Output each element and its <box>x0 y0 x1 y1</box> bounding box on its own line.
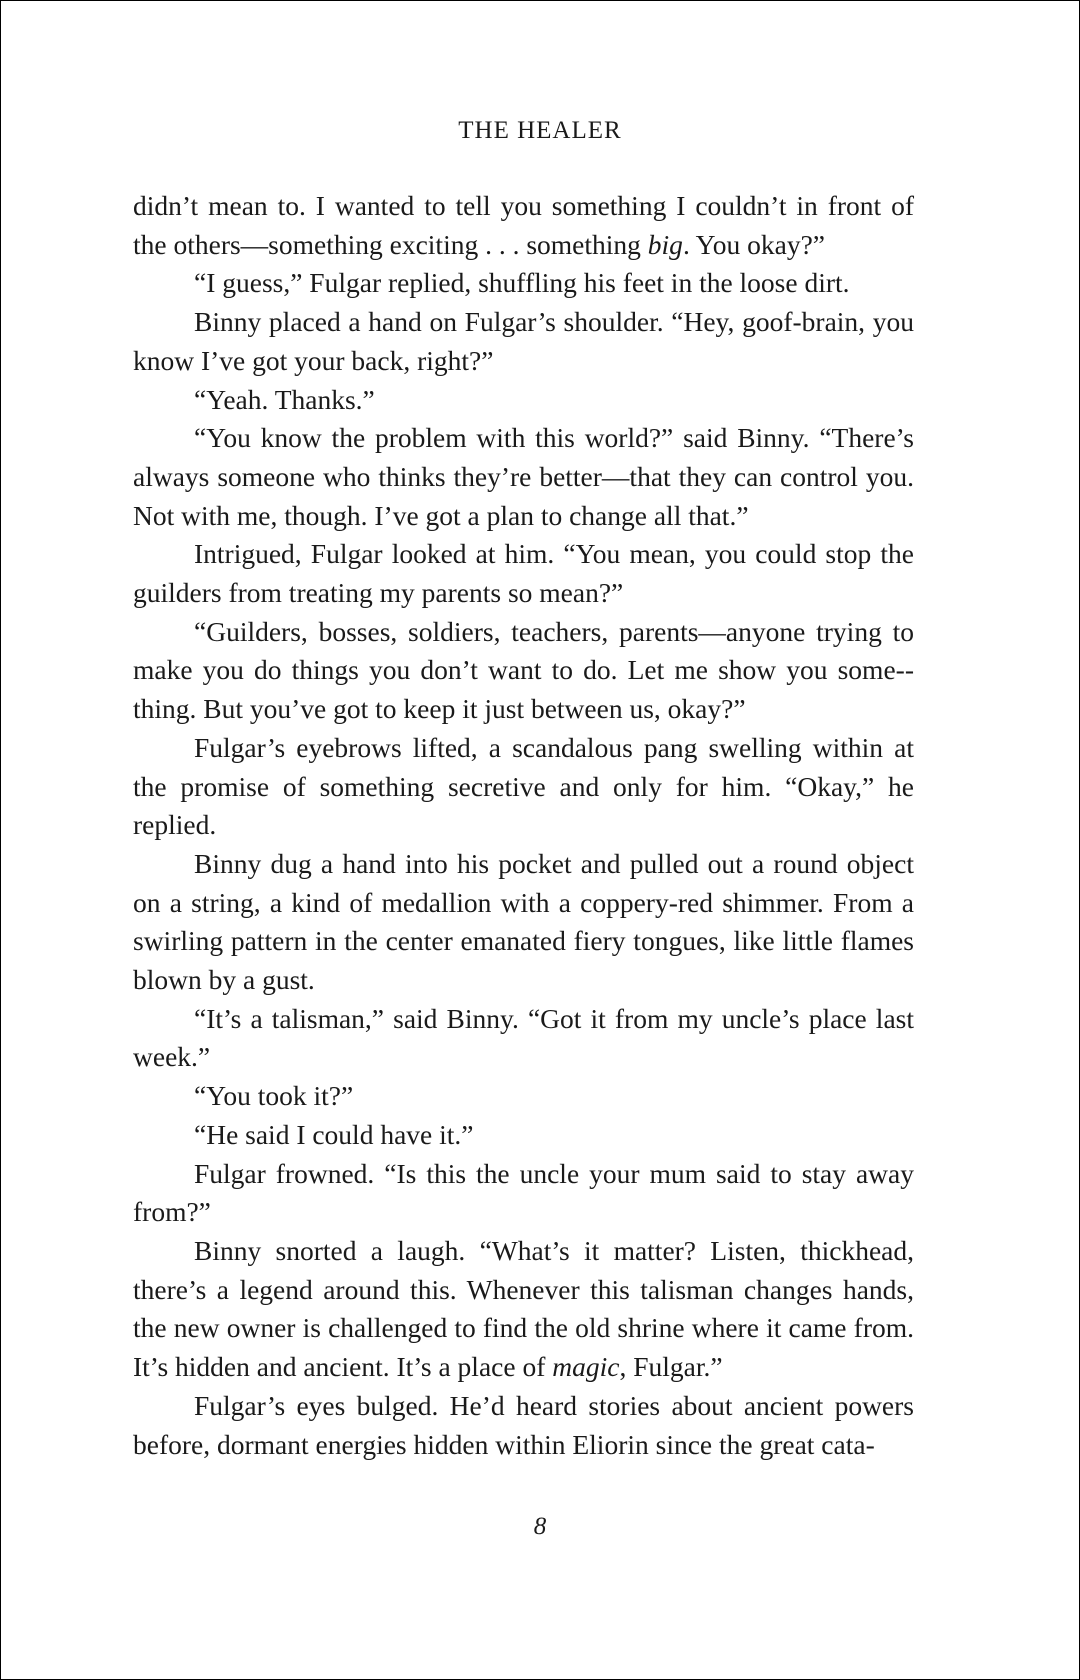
paragraph-text: didn’t mean to. I wanted to tell you something I couldn’t in front of the others—something exciting . . . something <box>133 190 914 260</box>
paragraph-text: Intrigued, Fulgar looked at him. “You mean, you could stop the guilders from treating my parents so mean?” <box>133 538 914 609</box>
body-text <box>133 187 914 1464</box>
paragraph-text: Binny snorted a laugh. “What’s it matter? Listen, thickhead, there’s a legend around this. Whenever this talisman changes hands, the new owner is challenged to find the old shrine where it came from. It’s hidden and ancient. It’s a place of <box>133 1234 914 1383</box>
paragraph-text: “You know the problem with this world?” said Binny. “There’s always someone who thinks they’re better—that they can control you. Not with me, though. I’ve got a plan to change all that.” <box>133 422 914 531</box>
paragraph-text: “He said I could have it.” <box>194 1118 474 1150</box>
paragraph <box>133 535 914 612</box>
paragraph <box>133 264 914 303</box>
paragraph-text: “You took it?” <box>194 1080 354 1112</box>
paragraph-text: . You okay?” <box>682 228 826 260</box>
italic-text: magic <box>552 1351 620 1383</box>
italic-text: big <box>647 228 683 260</box>
paragraph-text: “Yeah. Thanks.” <box>194 383 375 415</box>
paragraph <box>133 187 914 264</box>
paragraph <box>133 613 914 729</box>
paragraph <box>133 1077 914 1116</box>
paragraph <box>133 1155 914 1232</box>
paragraph-text: Fulgar’s eyes bulged. He’d heard stories about ancient powers before, dormant energies hidden within Eliorin since the great cata- <box>133 1389 914 1460</box>
paragraph-text: “Guilders, bosses, soldiers, teachers, parents—anyone trying to make you do things you don’t want to do. Let me show you some-thing. But you’ve got to keep it just between us, okay?” <box>133 615 914 725</box>
paragraph-text: Fulgar’s eyebrows lifted, a scandalous pang swelling within at the promise of something secretive and only for him. “Okay,” he replied. <box>133 731 914 841</box>
paragraph <box>133 1232 914 1387</box>
paragraph <box>133 1387 914 1464</box>
paragraph <box>133 381 914 420</box>
running-head-title: THE HEALER <box>458 117 622 144</box>
paragraph <box>133 419 914 535</box>
paragraph-text: “I guess,” Fulgar replied, shuffling his feet in the loose dirt. <box>194 267 850 299</box>
page-number: 8 <box>533 1513 547 1540</box>
paragraph-text: “It’s a talisman,” said Binny. “Got it from my uncle’s place last week.” <box>133 1002 914 1073</box>
paragraph-text: Binny dug a hand into his pocket and pulled out a round object on a string, a kind of medallion with a coppery-red shimmer. From a swirling pattern in the center emanated fiery tongues, like little flames blown by a gust. <box>133 847 914 996</box>
paragraph-text: Binny placed a hand on Fulgar’s shoulder. “Hey, goof-brain, you know I’ve got your back, right?” <box>133 306 914 376</box>
paragraph <box>133 729 914 845</box>
paragraph-text: Fulgar frowned. “Is this the uncle your mum said to stay away from?” <box>133 1157 914 1228</box>
paragraph <box>133 1000 914 1077</box>
paragraph-text: , Fulgar.” <box>619 1351 723 1383</box>
paragraph <box>133 1116 914 1155</box>
paragraph <box>133 303 914 380</box>
paragraph <box>133 845 914 1000</box>
